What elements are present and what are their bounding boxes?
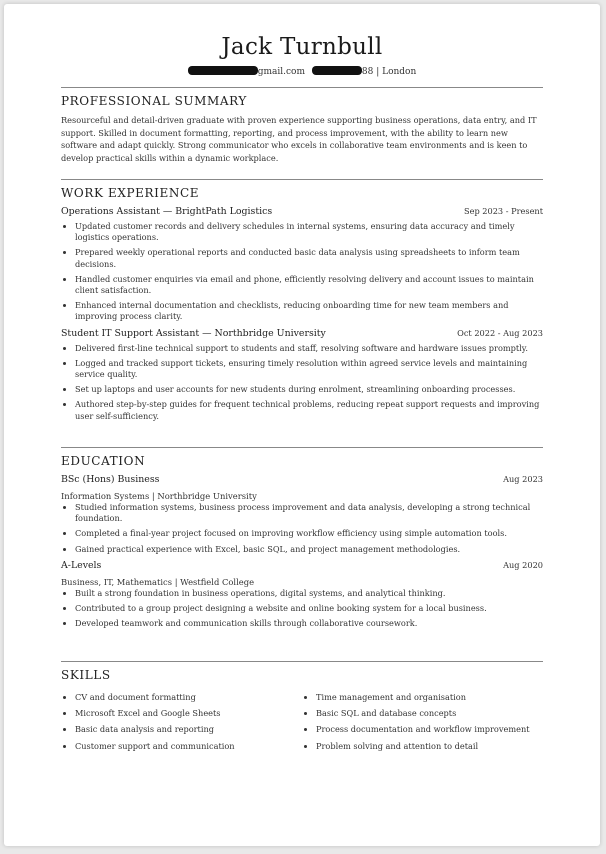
summary-section (61, 87, 543, 164)
list-item: • Microsoft Excel and Google Sheets (75, 708, 302, 719)
job-bullets (61, 343, 543, 422)
skills-list-left (61, 692, 302, 757)
skills-list-right (302, 692, 543, 757)
summary-text: Resourceful and detail-driven graduate with proven experience supporting business operations, data entry, and IT support. Skilled in document formatting, reporting, and process improvement, with the ability to learn new software and adapt quickly. Strong communicator who excels in collaborative team environments and is keen to develop practical skills within a dynamic workplace. (61, 115, 537, 163)
degree-name: A-Levels (61, 559, 102, 571)
list-item: • Built a strong foundation in business operations, digital systems, and analytical thinking. (75, 588, 543, 599)
email-domain: gmail.com (257, 67, 305, 77)
list-item: • Logged and tracked support tickets, ensuring timely resolution within agreed service levels and maintaining service quality. (75, 358, 543, 380)
list-item: • Time management and organisation (316, 692, 543, 703)
list-item: • Handled customer enquiries via email and phone, efficiently resolving delivery and account issues to maintain client satisfaction. (75, 274, 543, 296)
list-item: • Customer support and communication (75, 741, 302, 752)
education-heading: EDUCATION (61, 454, 146, 468)
list-item: • Developed teamwork and communication skills through collaborative coursework. (75, 618, 543, 629)
section-divider (61, 661, 543, 662)
contact-line (4, 66, 600, 77)
education-header (61, 560, 543, 571)
list-item: • Studied information systems, business process improvement and data analysis, developing a strong technical foundation. (75, 502, 543, 524)
list-item: • Completed a final-year project focused on improving workflow efficiency using simple automation tools. (75, 528, 543, 539)
job-header (61, 328, 543, 339)
education-bullets (61, 588, 543, 630)
education-bullets (61, 502, 543, 555)
experience-section (61, 179, 543, 426)
list-item: • Process documentation and workflow improvement (316, 724, 543, 735)
job-entry (61, 206, 543, 323)
degree-name: BSc (Hons) Business (61, 474, 160, 485)
list-item: • Authored step-by-step guides for frequent technical problems, reducing repeat support requests and improving user self-sufficiency. (75, 399, 543, 421)
education-date: Aug 2023 (503, 474, 543, 484)
job-date: Oct 2022 - Aug 2023 (457, 327, 543, 338)
education-section (61, 447, 543, 633)
redacted-email-prefix (188, 66, 258, 75)
job-date: Sep 2023 - Present (464, 206, 543, 216)
list-item: • Enhanced internal documentation and checklists, reducing onboarding time for new team members and improving process clarity. (75, 300, 543, 322)
education-entry (61, 560, 543, 630)
phone-suffix: 88 (361, 67, 374, 77)
list-item: • Updated customer records and delivery schedules in internal systems, ensuring data accuracy and timely logistics operations. (75, 221, 543, 243)
section-divider (61, 447, 543, 448)
cv-page (4, 4, 600, 846)
education-header (61, 474, 543, 485)
education-entry (61, 474, 543, 555)
job-entry (61, 328, 543, 422)
list-item: • Prepared weekly operational reports and conducted basic data analysis using spreadsheets to inform team decisions. (75, 247, 543, 269)
skills-section (61, 661, 543, 757)
section-divider (61, 179, 543, 180)
education-date: Aug 2020 (503, 559, 543, 570)
list-item: • Delivered first-line technical support to students and staff, resolving software and hardware issues promptly. (75, 343, 543, 354)
job-role: Operations Assistant — BrightPath Logistics (61, 206, 273, 217)
candidate-name: Jack Turnbull (221, 34, 383, 60)
list-item: • Basic data analysis and reporting (75, 724, 302, 735)
job-bullets (61, 221, 543, 323)
redacted-phone-prefix (312, 66, 362, 75)
location: London (382, 67, 417, 77)
education-institution: Business, IT, Mathematics | Westfield College (61, 576, 255, 587)
list-item: • Gained practical experience with Excel, basic SQL, and project management methodologies. (75, 544, 543, 555)
section-divider (61, 87, 543, 88)
education-institution: Information Systems | Northbridge University (61, 491, 257, 501)
list-item: • Problem solving and attention to detail (316, 741, 543, 752)
list-item: • CV and document formatting (75, 692, 302, 703)
skills-heading: SKILLS (61, 668, 111, 682)
list-item: • Set up laptops and user accounts for new students during enrolment, streamlining onboarding processes. (75, 384, 543, 395)
contact-separator: | (376, 67, 380, 77)
list-item: • Basic SQL and database concepts (316, 708, 543, 719)
skills-columns (61, 692, 543, 757)
list-item: • Contributed to a group project designing a website and online booking system for a local business. (75, 603, 543, 614)
job-header (61, 206, 543, 217)
job-role: Student IT Support Assistant — Northbridge University (61, 327, 326, 339)
summary-heading: PROFESSIONAL SUMMARY (61, 94, 247, 108)
experience-heading: WORK EXPERIENCE (61, 186, 200, 200)
